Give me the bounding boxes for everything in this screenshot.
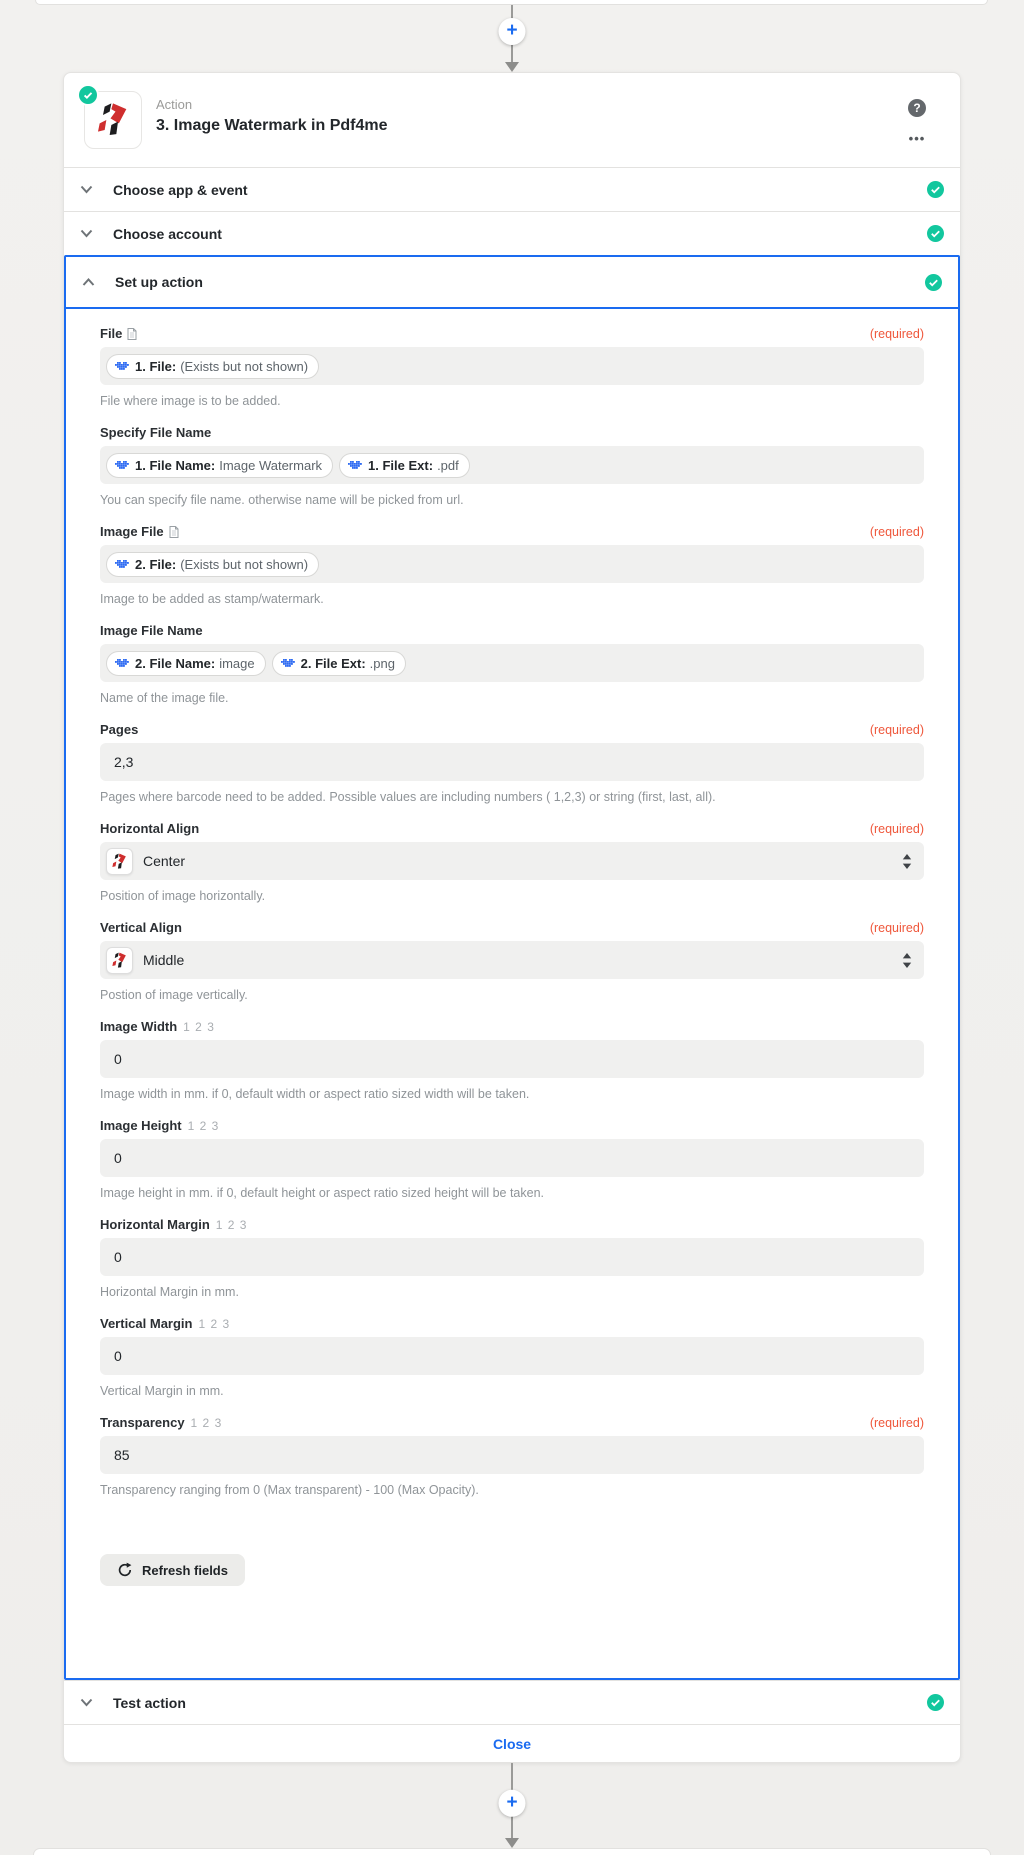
image-width-input[interactable]: 0 [100,1040,924,1078]
field-helper: Image width in mm. if 0, default width or aspect ratio sized width will be taken. [100,1087,530,1101]
mapped-field-pill[interactable] [272,651,406,676]
section-test-action[interactable] [64,1680,960,1724]
specify-file-name-input[interactable] [100,446,924,484]
pill-field-name: 1. File Ext: [368,457,434,473]
field-label: File [100,326,123,341]
field-label: Vertical Margin [100,1316,193,1331]
pill-field-value: .pdf [437,457,459,473]
field-horizontal-margin [100,1217,924,1299]
pdf4me-icon [106,848,133,875]
field-helper: Postion of image vertically. [100,988,248,1002]
chevron-down-icon [80,185,93,194]
pages-input[interactable]: 2,3 [100,743,924,781]
mapped-field-pill[interactable] [106,552,319,577]
field-image-file-name [100,623,924,705]
header-actions [908,91,940,146]
field-helper: Name of the image file. [100,691,229,705]
field-specify-file-name [100,425,924,507]
select-value: Center [143,853,186,869]
number-type-badge: 1 2 3 [187,1118,220,1133]
section-set-up-action[interactable] [66,257,958,309]
field-pages [100,722,924,804]
section-choose-app-event[interactable] [64,167,960,211]
field-helper: Position of image horizontally. [100,889,266,903]
file-input[interactable] [100,347,924,385]
refresh-fields-button[interactable] [100,1554,245,1586]
number-type-badge: 1 2 3 [190,1415,223,1430]
field-label: Image Width [100,1019,178,1034]
step-data-icon [115,659,129,667]
step-header [64,73,960,167]
pdf4me-logo-icon [93,100,133,140]
connector-arrow-icon [505,1838,519,1848]
step-type-label: Action [156,97,193,112]
field-vertical-align [100,920,924,1002]
section-complete-icon [927,1694,944,1711]
step-connector-top [0,5,1024,72]
field-image-file [100,524,924,606]
field-helper: File where image is to be added. [100,394,281,408]
card-footer [64,1724,960,1762]
chevron-down-icon [80,229,93,238]
field-label: Image File [100,524,164,539]
section-complete-icon [927,225,944,242]
field-transparency [100,1415,924,1497]
field-label: Horizontal Align [100,821,200,836]
mapped-field-pill[interactable] [106,453,333,478]
field-label: Vertical Align [100,920,182,935]
plus-icon: + [506,20,518,41]
step-data-icon [115,461,129,469]
image-file-name-input[interactable] [100,644,924,682]
pill-field-name: 1. File: [135,358,177,374]
field-file [100,326,924,408]
step-data-icon [281,659,295,667]
next-step-card-edge[interactable] [33,1848,991,1855]
section-label: Choose app & event [113,181,248,198]
field-helper: Image height in mm. if 0, default height or aspect ratio sized height will be taken. [100,1186,544,1200]
select-arrows-icon [902,953,912,968]
field-horizontal-align [100,821,924,903]
pill-field-name: 2. File Ext: [300,655,366,671]
field-image-width [100,1019,924,1101]
pill-field-value: Image Watermark [219,457,323,473]
setup-form [66,309,958,1678]
field-label: Horizontal Margin [100,1217,210,1232]
field-label: Transparency [100,1415,185,1430]
required-badge: (required) [869,821,924,836]
pdf4me-app-icon [84,91,142,149]
number-type-badge: 1 2 3 [215,1217,248,1232]
step-data-icon [115,362,129,370]
transparency-input[interactable]: 85 [100,1436,924,1474]
horizontal-margin-input[interactable]: 0 [100,1238,924,1276]
step-complete-badge-icon [77,84,99,106]
pill-field-value: .png [369,655,395,671]
required-badge: (required) [869,1415,924,1430]
image-height-input[interactable]: 0 [100,1139,924,1177]
field-helper: You can specify file name. otherwise name will be picked from url. [100,493,464,507]
step-title: 3. Image Watermark in Pdf4me [156,117,388,134]
number-type-badge: 1 2 3 [198,1316,231,1331]
field-label: Specify File Name [100,425,212,440]
image-file-input[interactable] [100,545,924,583]
section-complete-icon [925,274,942,291]
step-data-icon [115,560,129,568]
section-label: Test action [113,1694,186,1711]
more-options-icon[interactable]: ••• [908,131,926,146]
help-icon[interactable]: ? [908,99,926,117]
pill-field-name: 2. File: [135,556,177,572]
document-icon [127,328,137,340]
field-label: Image File Name [100,623,203,638]
step-connector-bottom [0,1763,1024,1848]
field-image-height [100,1118,924,1200]
plus-icon: + [506,1791,518,1813]
field-helper: Pages where barcode need to be added. Possible values are including numbers ( 1,2,3) or string (first, last, all). [100,790,716,804]
mapped-field-pill[interactable] [106,651,266,676]
vertical-align-select[interactable] [100,941,924,979]
field-helper: Image to be added as stamp/watermark. [100,592,324,606]
field-label: Image Height [100,1118,182,1133]
chevron-down-icon [80,1698,93,1707]
pill-field-value: image [219,655,255,671]
action-step-card [63,72,961,1763]
section-label: Set up action [115,274,203,290]
field-label: Pages [100,722,139,737]
mapped-field-pill[interactable] [106,354,319,379]
horizontal-align-select[interactable] [100,842,924,880]
document-icon [169,526,179,538]
add-step-button[interactable] [499,18,526,45]
set-up-action-section [64,255,960,1680]
vertical-margin-input[interactable]: 0 [100,1337,924,1375]
required-badge: (required) [869,722,924,737]
required-badge: (required) [869,326,924,341]
refresh-fields-label: Refresh fields [142,1562,228,1578]
chevron-up-icon [82,278,95,287]
field-helper: Vertical Margin in mm. [100,1384,224,1398]
pill-field-value: (Exists but not shown) [180,556,309,572]
add-step-button[interactable] [499,1789,526,1816]
pill-field-name: 1. File Name: [135,457,216,473]
required-badge: (required) [869,524,924,539]
mapped-field-pill[interactable] [339,453,470,478]
field-helper: Transparency ranging from 0 (Max transparent) - 100 (Max Opacity). [100,1483,479,1497]
field-vertical-margin [100,1316,924,1398]
section-choose-account[interactable] [64,211,960,255]
number-type-badge: 1 2 3 [183,1019,215,1034]
refresh-icon [117,1562,133,1578]
section-label: Choose account [113,225,222,242]
select-arrows-icon [902,854,912,869]
select-value: Middle [143,952,185,968]
field-helper: Horizontal Margin in mm. [100,1285,239,1299]
connector-arrow-icon [505,62,519,72]
pill-field-name: 2. File Name: [135,655,216,671]
step-data-icon [348,461,362,469]
pill-field-value: (Exists but not shown) [180,358,309,374]
required-badge: (required) [869,920,924,935]
section-complete-icon [927,181,944,198]
step-title-block [156,91,908,135]
close-button[interactable]: Close [492,1735,532,1752]
pdf4me-icon [106,947,133,974]
